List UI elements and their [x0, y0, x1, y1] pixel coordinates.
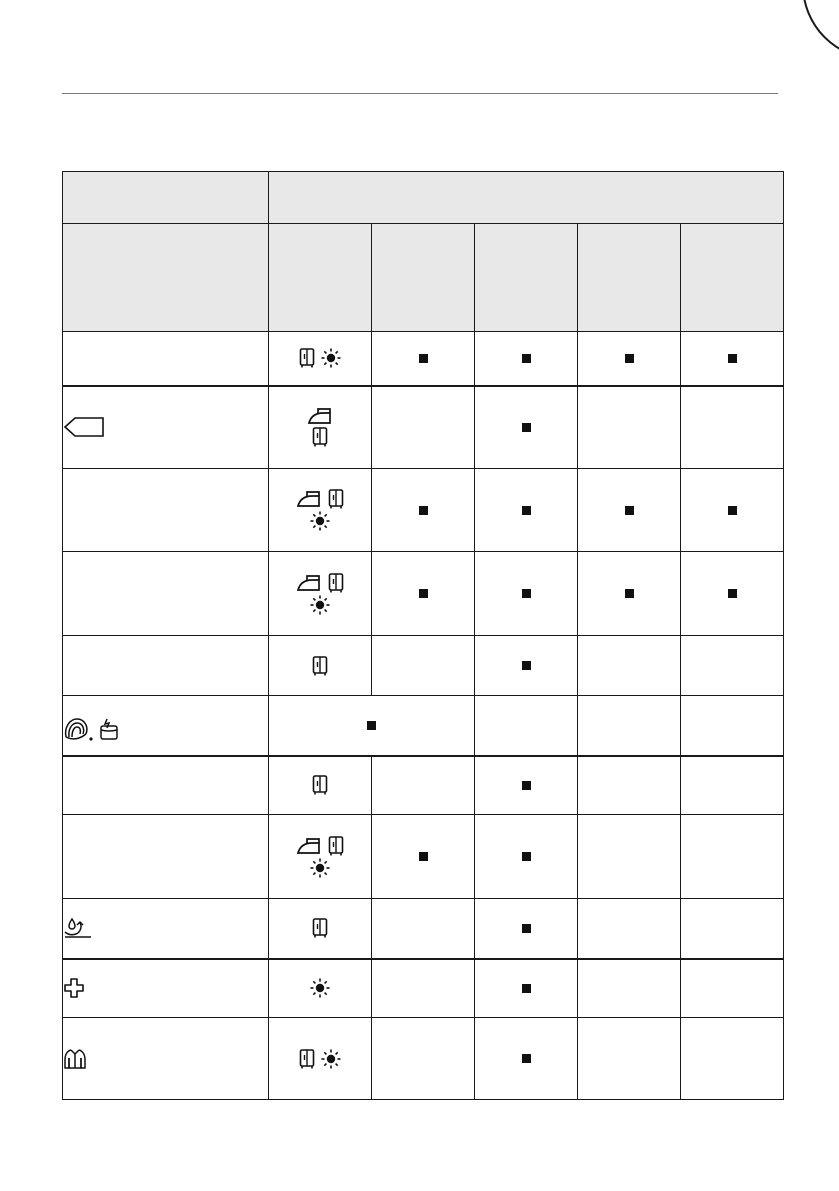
program-mark [419, 852, 428, 861]
column-header [63, 224, 269, 332]
column-header [372, 224, 475, 332]
table-row [63, 815, 784, 899]
program-mark [728, 354, 737, 363]
mark-cell [475, 386, 578, 469]
settings-cell [269, 386, 372, 469]
sun-icon [321, 348, 341, 368]
program-mark [419, 589, 428, 598]
settings-cell [269, 332, 372, 386]
program-cell [63, 332, 269, 386]
program-cell [63, 756, 269, 815]
column-header [269, 224, 372, 332]
program-mark [522, 354, 531, 363]
settings-cell [269, 959, 372, 1018]
mark-cell [578, 696, 681, 756]
cupboard-icon [328, 836, 344, 856]
sun-icon [310, 511, 330, 531]
mark-cell [681, 552, 784, 636]
mark-cell [681, 636, 784, 696]
table-row [63, 636, 784, 696]
cross-outline-icon [63, 977, 85, 999]
mark-cell [578, 552, 681, 636]
settings-cell [269, 1018, 372, 1100]
program-mark [522, 589, 531, 598]
program-mark [625, 354, 634, 363]
cupboard-icon [299, 348, 315, 368]
mark-cell [681, 899, 784, 959]
program-cell [63, 899, 269, 959]
mark-cell [681, 815, 784, 899]
column-header [681, 224, 784, 332]
mark-cell [475, 1018, 578, 1100]
header-rule [62, 93, 778, 94]
iron-icon [296, 490, 322, 508]
mark-cell [681, 959, 784, 1018]
settings-cell [269, 756, 372, 815]
mark-cell-spanning [269, 696, 475, 756]
program-mark [728, 506, 737, 515]
mark-cell [681, 469, 784, 552]
mark-cell [578, 332, 681, 386]
mark-cell [372, 1018, 475, 1100]
program-mark [367, 721, 376, 730]
table-header-band [63, 172, 784, 224]
sun-icon [321, 1049, 341, 1069]
program-mark [522, 924, 531, 933]
sun-icon [310, 858, 330, 878]
cupboard-icon [312, 918, 328, 938]
program-cell [63, 959, 269, 1018]
cupboard-icon [312, 656, 328, 676]
cupboard-icon [299, 1049, 315, 1069]
column-header [475, 224, 578, 332]
mark-cell [681, 756, 784, 815]
table-row [63, 696, 784, 756]
mark-cell [578, 756, 681, 815]
cupboard-icon [312, 775, 328, 795]
mark-cell [475, 636, 578, 696]
program-mark [522, 423, 531, 432]
table-row [63, 959, 784, 1018]
program-mark [522, 984, 531, 993]
table-row [63, 332, 784, 386]
program-mark [419, 506, 428, 515]
settings-cell [269, 815, 372, 899]
settings-cell [269, 469, 372, 552]
mark-cell [681, 332, 784, 386]
jacket-icon [63, 1048, 87, 1070]
mark-cell [578, 959, 681, 1018]
mark-cell [578, 469, 681, 552]
wool-mark-and-handwash-icon [63, 717, 121, 743]
mark-cell [578, 636, 681, 696]
mark-cell [475, 552, 578, 636]
iron-icon [296, 574, 322, 592]
cupboard-icon [328, 573, 344, 593]
settings-cell [269, 636, 372, 696]
program-cell [63, 386, 269, 469]
table-row [63, 756, 784, 815]
mark-cell [372, 332, 475, 386]
mark-cell [372, 386, 475, 469]
table-row [63, 469, 784, 552]
table-column-headers [63, 224, 784, 332]
cupboard-icon [328, 489, 344, 509]
iron-icon [307, 407, 333, 425]
program-mark [522, 661, 531, 670]
mark-cell [372, 756, 475, 815]
program-mark [625, 589, 634, 598]
binding-hole-decoration [802, 0, 839, 60]
mark-cell [681, 696, 784, 756]
water-refresh-icon [63, 916, 93, 940]
program-table [62, 171, 784, 1100]
cupboard-icon [312, 427, 328, 447]
mark-cell [578, 815, 681, 899]
mark-cell [372, 469, 475, 552]
program-cell [63, 636, 269, 696]
mark-cell [475, 899, 578, 959]
program-mark [625, 506, 634, 515]
program-cell [63, 469, 269, 552]
settings-cell [269, 899, 372, 959]
mark-cell [681, 1018, 784, 1100]
program-mark [522, 1054, 531, 1063]
program-mark [522, 852, 531, 861]
column-header [578, 224, 681, 332]
mark-cell [681, 386, 784, 469]
mark-cell [475, 696, 578, 756]
mark-cell [372, 636, 475, 696]
mark-cell [372, 815, 475, 899]
cycles-header-cell [269, 172, 784, 224]
mark-cell [372, 552, 475, 636]
program-cell [63, 552, 269, 636]
table-row [63, 386, 784, 469]
mark-cell [475, 815, 578, 899]
mark-cell [578, 1018, 681, 1100]
sun-icon [310, 595, 330, 615]
program-mark [728, 589, 737, 598]
mark-cell [475, 756, 578, 815]
table-row [63, 552, 784, 636]
label-tag-icon [63, 416, 105, 438]
table-row [63, 899, 784, 959]
mark-cell [475, 469, 578, 552]
mark-cell [475, 332, 578, 386]
program-cell [63, 815, 269, 899]
mark-cell [475, 959, 578, 1018]
program-header-cell [63, 172, 269, 224]
mark-cell [578, 386, 681, 469]
program-cell [63, 696, 269, 756]
mark-cell [578, 899, 681, 959]
program-mark [522, 506, 531, 515]
program-mark [419, 354, 428, 363]
program-cell [63, 1018, 269, 1100]
settings-cell [269, 552, 372, 636]
iron-icon [296, 837, 322, 855]
sun-icon [310, 978, 330, 998]
table-row [63, 1018, 784, 1100]
mark-cell [372, 899, 475, 959]
mark-cell [372, 959, 475, 1018]
program-mark [522, 781, 531, 790]
